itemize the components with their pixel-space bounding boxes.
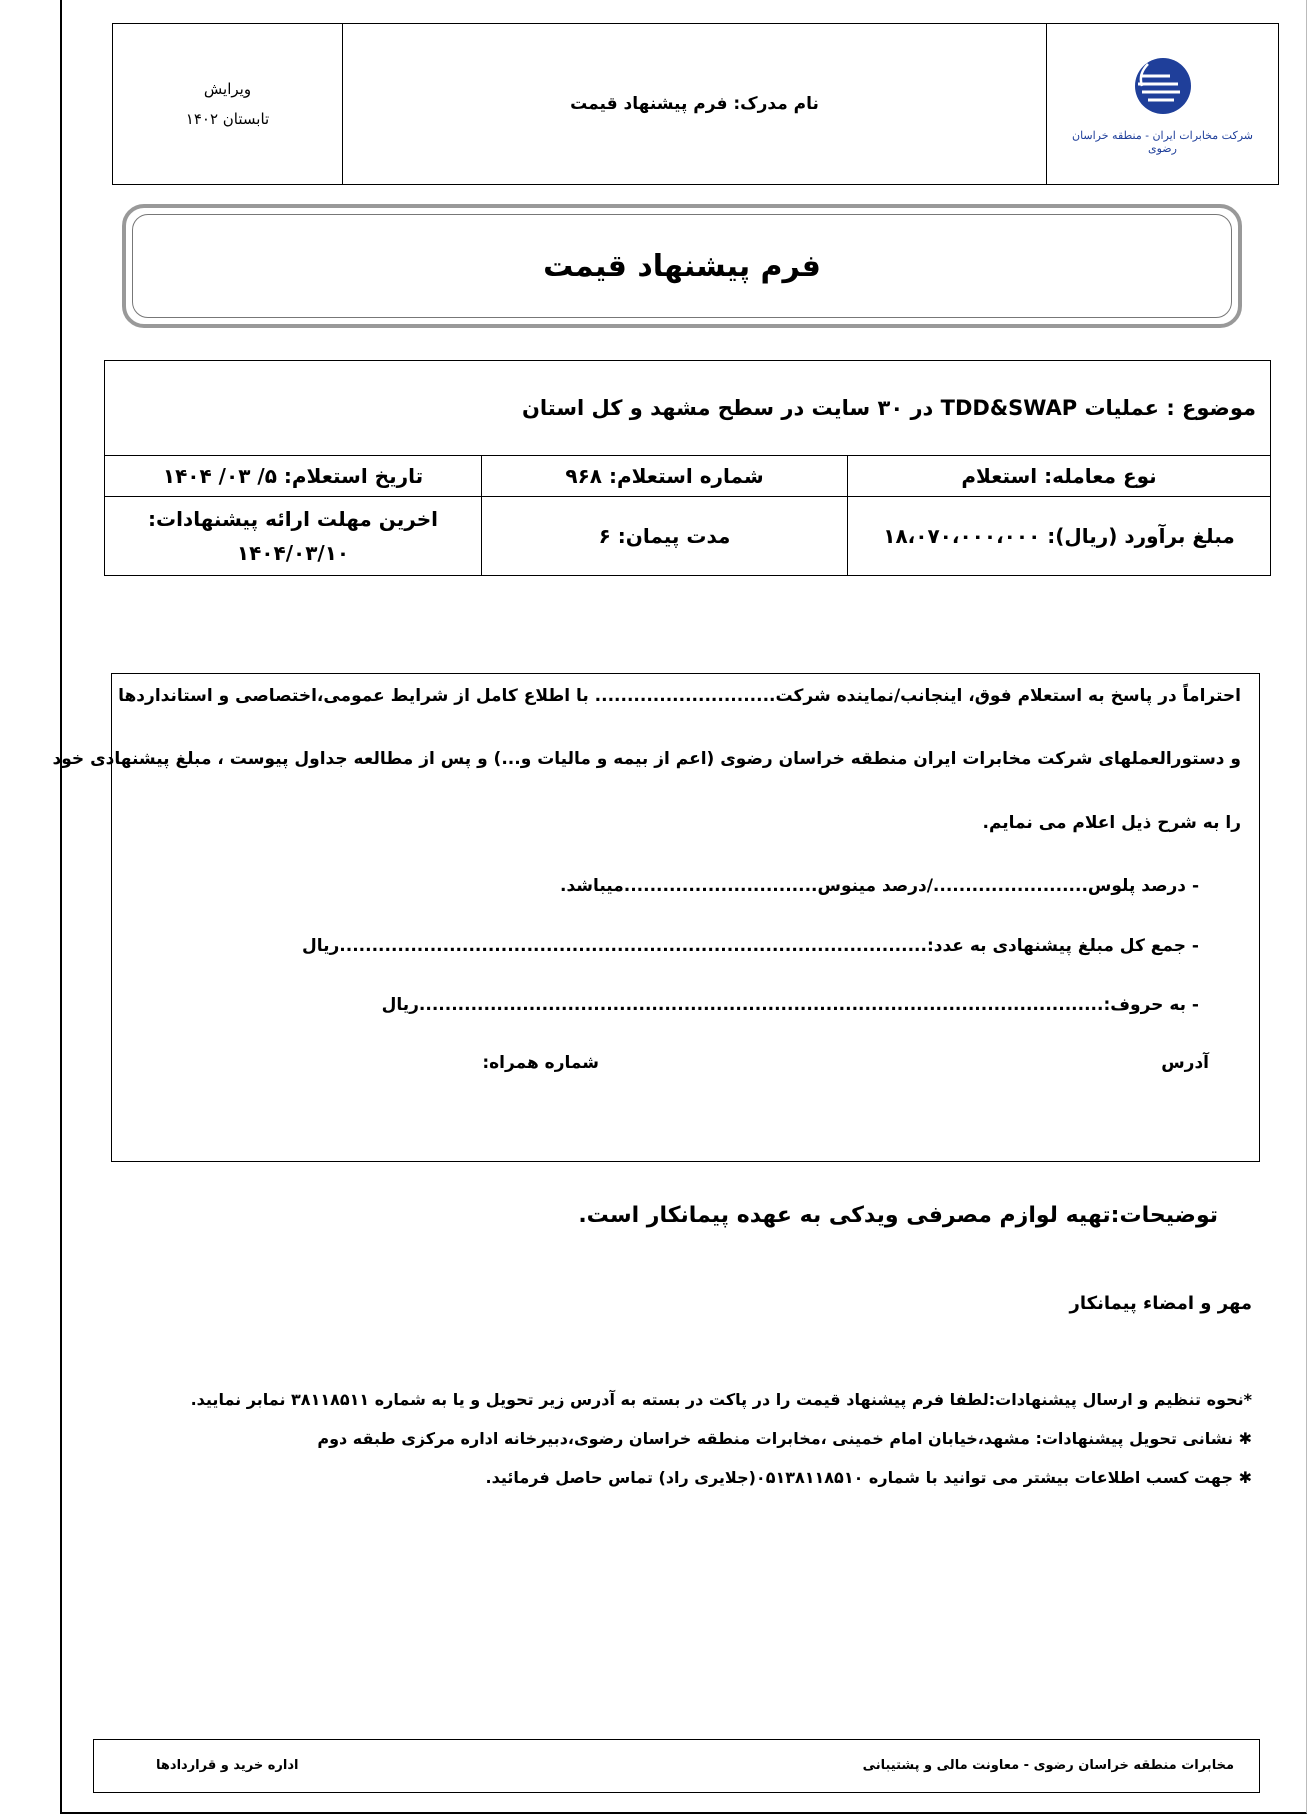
note-address: ✱ نشانی تحویل پیشنهادات: مشهد،خیابان امام خمینی ،مخابرات منطقه خراسان رضوی،دبیرخانه اداره مرکزی طبقه دوم xyxy=(317,1429,1252,1448)
offer-paragraph-2: و دستورالعملهای شرکت مخابرات ایران منطقه خراسان رضوی (اعم از بیمه و مالیات و...) و پس از مطالعه جداول پیوست ، مبلغ پیشنهادی خود xyxy=(52,749,1241,769)
explanation: توضیحات:تهیه لوازم مصرفی ویدکی به عهده پیمانکار است. xyxy=(578,1203,1218,1228)
note-submission: *نحوه تنظیم و ارسال پیشنهادات:لطفا فرم پیشنهاد قیمت را در پاکت در بسته به آدرس زیر تحویل و یا به شماره ۳۸۱۱۸۵۱۱ نمابر نمایید. xyxy=(190,1390,1252,1409)
total-number-line[interactable]: - جمع کل مبلغ پیشنهادی به عدد:...........................................................................................ریال xyxy=(301,936,1199,956)
transaction-type: نوع معامله: استعلام xyxy=(848,456,1271,497)
inquiry-date: تاریخ استعلام: ۵/ ۰۳/ ۱۴۰۴ xyxy=(105,456,482,497)
footer-right-text: مخابرات منطقه خراسان رضوی - معاونت مالی و پشتیبانی xyxy=(862,1758,1234,1773)
note-contact: ✱ جهت کسب اطلاعات بیشتر می توانید با شماره ۰۵۱۳۸۱۱۸۵۱۰(جلایری راد) تماس حاصل فرمائید. xyxy=(485,1468,1252,1487)
footer-box xyxy=(93,1739,1260,1793)
document-name: نام مدرک: فرم پیشنهاد قیمت xyxy=(343,24,1047,185)
signature-label: مهر و امضاء پیمانکار xyxy=(1069,1293,1252,1314)
percent-line[interactable]: - درصد پلوس......................../درصد مینوس..............................میباشد. xyxy=(559,876,1199,896)
total-words-line[interactable]: - به حروف:..........................................................................................................ریال xyxy=(381,995,1199,1015)
contract-duration: مدت پیمان: ۶ xyxy=(482,497,848,576)
deadline-label: اخرین مهلت ارائه پیشنهادات: xyxy=(147,507,438,531)
offer-paragraph-3: را به شرح ذیل اعلام می نمایم. xyxy=(982,813,1241,833)
deadline-date: ۱۴۰۴/۰۳/۱۰ xyxy=(236,541,350,565)
inquiry-number: شماره استعلام: ۹۶۸ xyxy=(482,456,848,497)
phone-label[interactable]: شماره همراه: xyxy=(482,1053,599,1073)
logo-text: شرکت مخابرات ایران - منطقه خراسان رضوی xyxy=(1071,128,1253,155)
version-date: تابستان ۱۴۰۲ xyxy=(185,110,270,128)
address-label[interactable]: آدرس xyxy=(1161,1053,1209,1073)
form-title-box xyxy=(122,204,1242,328)
header-table xyxy=(112,23,1279,185)
form-title: فرم پیشنهاد قیمت xyxy=(543,248,821,284)
logo-cell xyxy=(1047,24,1279,185)
estimate-amount: مبلغ برآورد (ریال): ۱۸،۰۷۰،۰۰۰،۰۰۰ xyxy=(848,497,1271,576)
company-logo-icon xyxy=(1118,54,1208,124)
version-cell xyxy=(113,24,343,185)
version-label: ویرایش xyxy=(203,80,252,98)
deadline-cell xyxy=(105,497,482,576)
offer-body-box xyxy=(52,673,1260,1162)
footer-left-text: اداره خرید و قراردادها xyxy=(156,1758,299,1773)
offer-paragraph-1: احتراماً در پاسخ به استعلام فوق، اینجانب/نماینده شرکت............................ با اطلاع کامل از شرایط عمومی،اختصاصی و استانداردها xyxy=(118,686,1241,706)
subject-topic: موضوع : عملیات TDD&SWAP در ۳۰ سایت در سطح مشهد و کل استان xyxy=(105,361,1271,456)
subject-table xyxy=(104,360,1271,576)
